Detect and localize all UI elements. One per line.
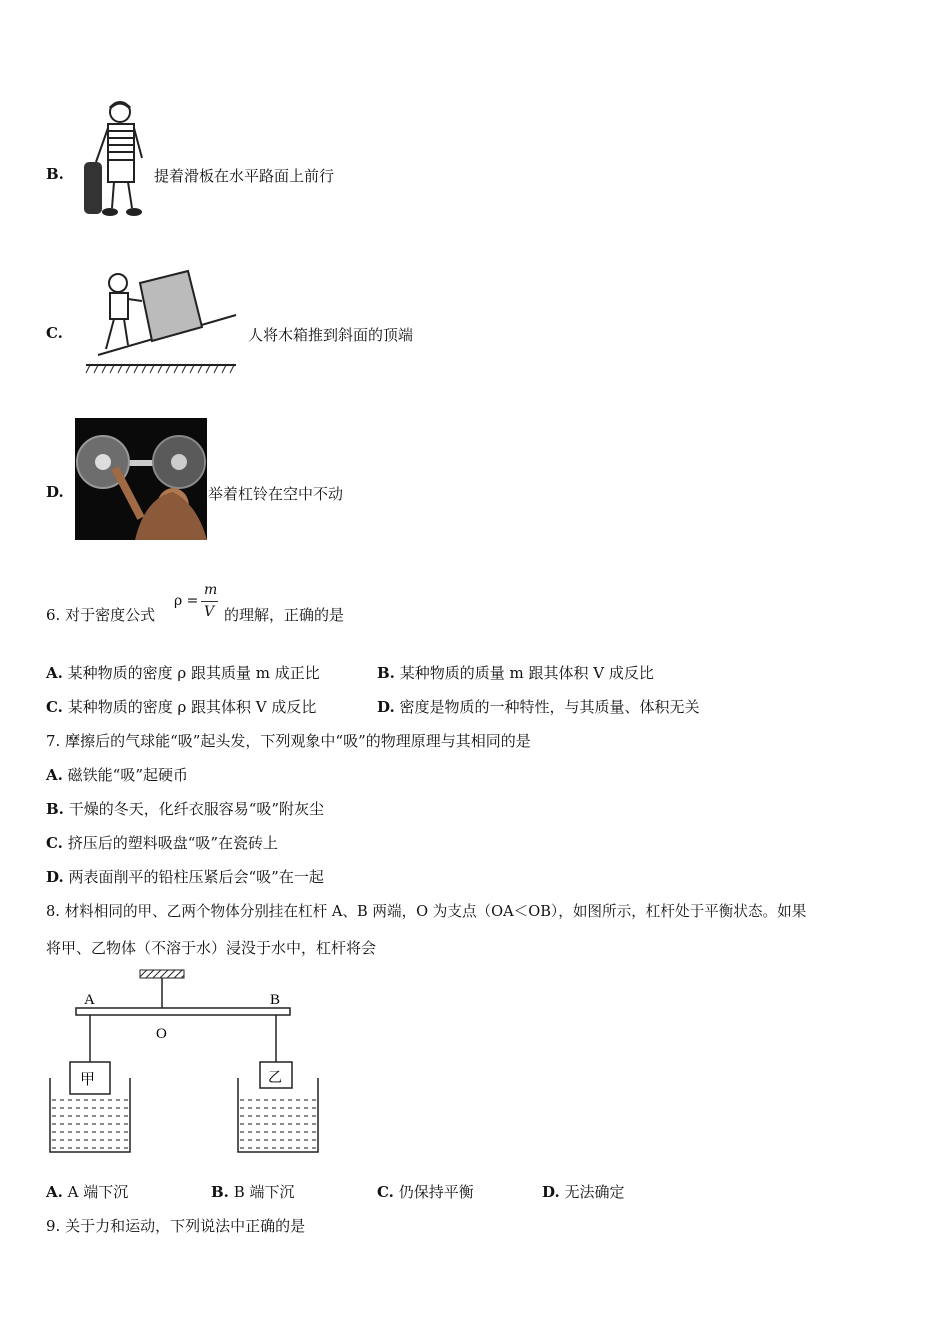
q9-stem: 9. 关于力和运动，下列说法中正确的是 [46, 1217, 306, 1235]
q8-stem-line2: 将甲、乙物体（不溶于水）浸没于水中，杠杆将会 [46, 939, 377, 957]
q6-option-b-text: 某种物质的质量 m 跟其体积 V 成反比 [399, 664, 654, 682]
lever-label-o: O [156, 1026, 167, 1042]
q7-option-d-label: D. [46, 868, 64, 886]
lever-diagram [44, 966, 324, 1170]
q6-option-c-text: 某种物质的密度 ρ 跟其体积 V 成反比 [67, 698, 317, 716]
q7-option-b-text: 干燥的冬天，化纤衣服容易“吸”附灰尘 [68, 800, 325, 818]
q6-formula-numerator: m [204, 582, 218, 598]
q6-stem-prefix: 6. 对于密度公式 [46, 606, 156, 624]
q6-option-d [377, 696, 700, 717]
q5-option-d-text: 举着杠铃在空中不动 [208, 485, 344, 503]
q7-option-b [46, 798, 324, 819]
q6-option-c [46, 696, 316, 717]
q8-option-a-text: A 端下沉 [67, 1183, 129, 1201]
q8-option-a [46, 1181, 128, 1202]
q5-option-b-label: B. [46, 165, 64, 183]
q7-option-a-label: A. [46, 766, 63, 784]
q8-option-d-text: 无法确定 [564, 1183, 625, 1201]
q7-option-d-text: 两表面削平的铅柱压紧后会“吸”在一起 [68, 868, 324, 886]
q6-option-b-label: B. [377, 664, 395, 682]
q7-option-a-text: 磁铁能“吸”起硬币 [67, 766, 188, 784]
q6-option-a-text: 某种物质的密度 ρ 跟其质量 m 成正比 [67, 664, 320, 682]
q5-option-c-text: 人将木箱推到斜面的顶端 [248, 326, 414, 344]
block-yi-label: 乙 [268, 1070, 282, 1086]
q8-option-c [377, 1181, 474, 1202]
q8-option-c-label: C. [377, 1183, 394, 1201]
boy-carrying-skateboard-illustration [82, 98, 148, 220]
q5-option-b-text: 提着滑板在水平路面上前行 [154, 167, 335, 185]
q7-option-d [46, 866, 324, 887]
q6-option-c-label: C. [46, 698, 63, 716]
q8-option-b [211, 1181, 294, 1202]
q7-stem: 7. 摩擦后的气球能“吸”起头发，下列观象中“吸”的物理原理与其相同的是 [46, 732, 531, 750]
q7-option-c-text: 挤压后的塑料吸盘“吸”在瓷砖上 [67, 834, 279, 852]
q8-option-d [542, 1181, 625, 1202]
q8-option-b-text: B 端下沉 [233, 1183, 295, 1201]
q6-formula-rho: ρ = [174, 593, 199, 609]
q5-option-c-label: C. [46, 324, 63, 342]
q8-option-b-label: B. [211, 1183, 229, 1201]
q7-option-b-label: B. [46, 800, 64, 818]
q8-stem-line1: 8. 材料相同的甲、乙两个物体分别挂在杠杆 A、B 两端，O 为支点（OA＜OB），如图所示，杠杆处于平衡状态。如果 [46, 903, 807, 920]
q8-option-a-label: A. [46, 1183, 63, 1201]
weightlifter-photo [75, 418, 207, 540]
lever-label-a: A [84, 992, 95, 1008]
q6-option-b [377, 662, 654, 683]
q6-option-a [46, 662, 320, 683]
q8-option-d-label: D. [542, 1183, 560, 1201]
q7-option-c-label: C. [46, 834, 63, 852]
q5-option-d-label: D. [46, 483, 64, 501]
lever-label-b: B [270, 992, 281, 1008]
q6-fraction-bar [201, 601, 218, 602]
q7-option-c [46, 832, 278, 853]
block-jia-label: 甲 [80, 1070, 96, 1088]
q8-option-c-text: 仍保持平衡 [398, 1183, 474, 1201]
q6-formula-denominator: V [204, 604, 215, 620]
q6-option-a-label: A. [46, 664, 63, 682]
q6-option-d-label: D. [377, 698, 395, 716]
person-pushing-box-up-slope-illustration [84, 265, 240, 377]
q6-stem-suffix: 的理解，正确的是 [224, 606, 345, 624]
q6-option-d-text: 密度是物质的一种特性，与其质量、体积无关 [399, 698, 700, 716]
q7-option-a [46, 764, 188, 785]
